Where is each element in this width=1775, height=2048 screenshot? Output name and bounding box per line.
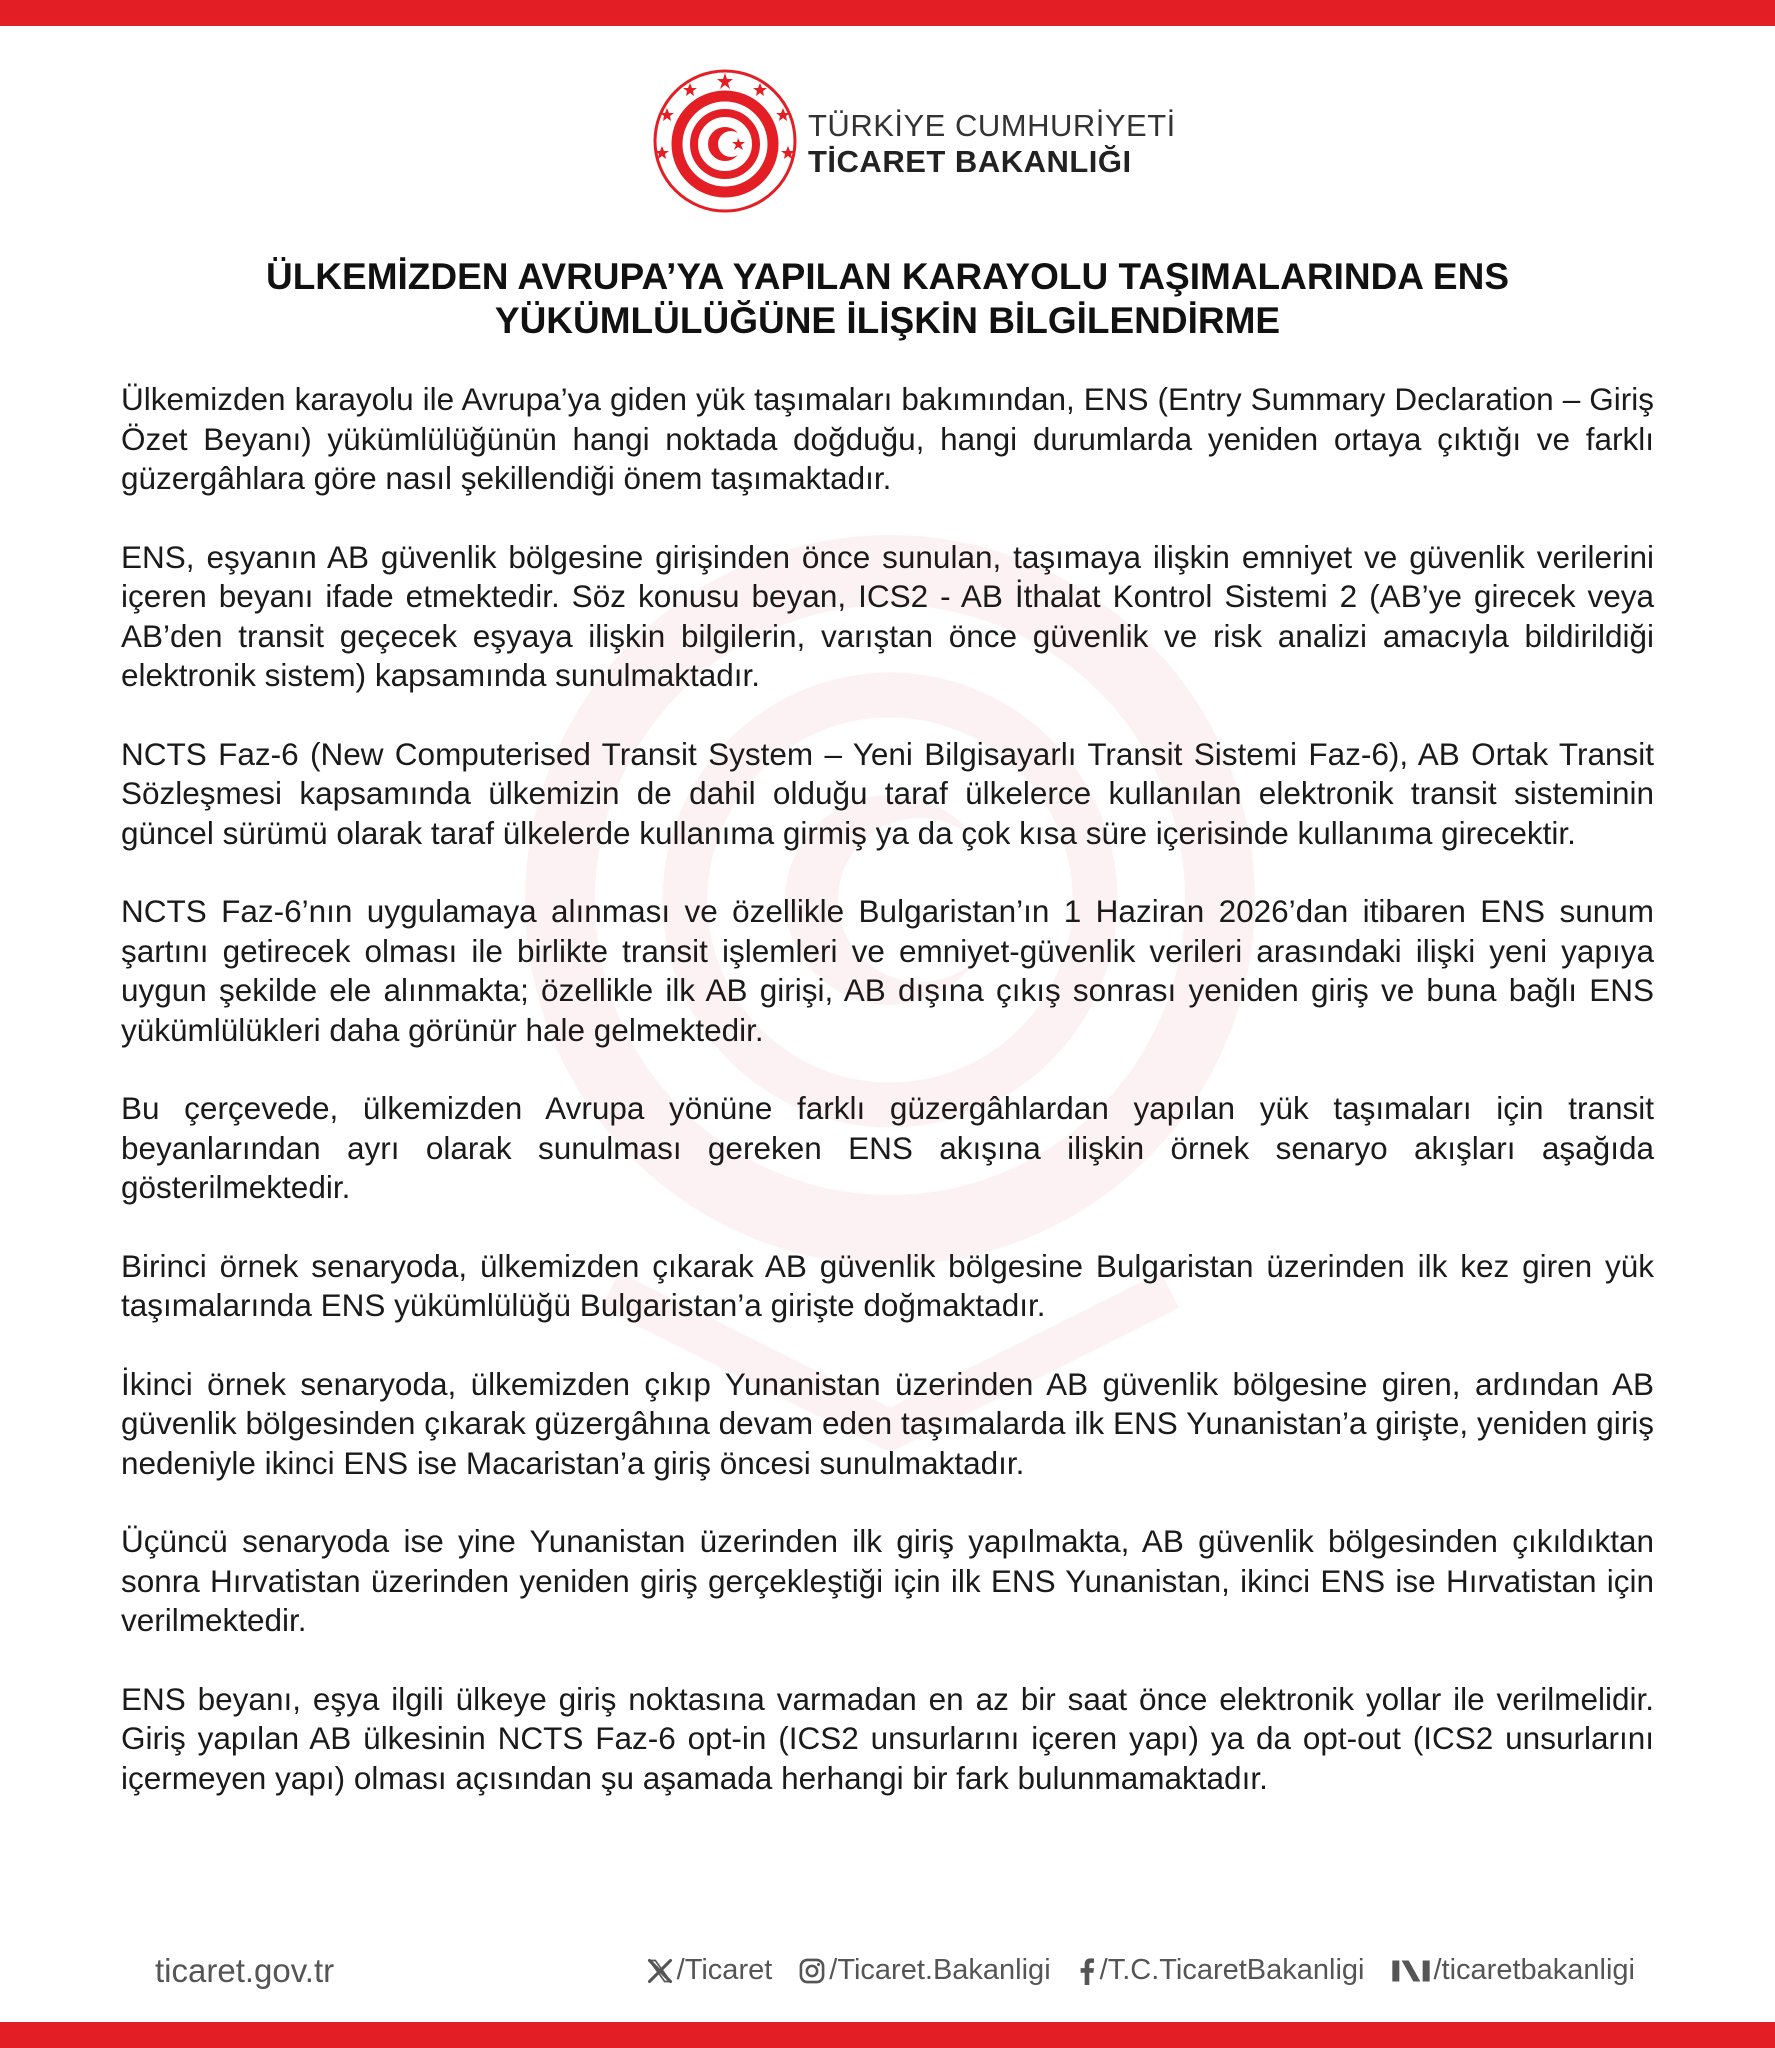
social-facebook-handle: /T.C.TicaretBakanligi	[1099, 1954, 1365, 1986]
social-facebook[interactable]	[1077, 1954, 1365, 1987]
title-line-1: ÜLKEMİZDEN AVRUPA’YA YAPILAN KARAYOLU TAŞIMALARINDA ENS	[265, 256, 1510, 297]
nsosyal-icon	[1391, 1957, 1431, 1985]
ministry-name	[808, 108, 1176, 180]
social-instagram[interactable]	[798, 1954, 1050, 1987]
social-links	[620, 1954, 1635, 1987]
ministry-emblem-icon	[652, 68, 798, 214]
title-line-2: YÜKÜMLÜLÜĞÜNE İLİŞKİN BİLGİLENDİRME	[494, 300, 1281, 341]
paragraph: Birinci örnek senaryoda, ülkemizden çıkarak AB güvenlik bölgesine Bulgaristan üzerinden ilk kez giren yük taşımalarında ENS yükümlülüğü Bulgaristan’a girişte doğmaktadır.	[121, 1247, 1654, 1323]
bottom-red-bar	[0, 2022, 1775, 2048]
paragraph: ENS, eşyanın AB güvenlik bölgesine girişinden önce sunulan, taşımaya ilişkin emniyet ve güvenlik verilerini içeren beyanı ifade etmektedir. Söz konusu beyan, ICS2 - AB İthalat Kontrol Sistemi 2 (AB’ye girecek veya AB’den transit geçecek eşyaya ilişkin bilgilerin, varıştan önce güvenlik ve risk analizi amacıyla bildirildiği elektronik sistem) kapsamında sunulmaktadır.	[121, 538, 1654, 693]
paragraph: NCTS Faz-6’nın uygulamaya alınması ve özellikle Bulgaristan’ın 1 Haziran 2026’dan itibaren ENS sunum şartını getirecek olması ile birlikte transit işlemleri ve emniyet-güvenlik verileri arasındaki ilişki yeni yapıya uygun şekilde ele alınmakta; özellikle ilk AB girişi, AB dışına çıkış sonrası yeniden giriş ve buna bağlı ENS yükümlülükleri daha görünür hale gelmektedir.	[121, 893, 1654, 1048]
paragraph: İkinci örnek senaryoda, ülkemizden çıkıp Yunanistan üzerinden AB güvenlik bölgesine giren, ardından AB güvenlik bölgesinden çıkarak güzergâhına devam eden taşımalarda ilk ENS Yunanistan’a girişte, yeniden giriş nedeniyle ikinci ENS ise Macaristan’a giriş öncesi sunulmaktadır.	[121, 1365, 1654, 1481]
paragraph: Ülkemizden karayolu ile Avrupa’ya giden yük taşımaları bakımından, ENS (Entry Summary Declaration – Giriş Özet Beyanı) yükümlülüğünün hangi noktada doğduğu, hangi durumlarda yeniden ortaya çıktığı ve farklı güzergâhlara göre nasıl şekillendiği önem taşımaktadır.	[121, 381, 1654, 496]
org-line2: TİCARET BAKANLIĞI	[808, 144, 1132, 179]
document-title	[120, 255, 1655, 343]
instagram-icon	[798, 1957, 826, 1985]
top-red-bar	[0, 0, 1775, 26]
document-body	[121, 380, 1654, 1837]
website-link[interactable]: ticaret.gov.tr	[155, 1952, 335, 1989]
social-nsosyal-handle: /ticaretbakanligi	[1433, 1954, 1635, 1986]
paragraph: Bu çerçevede, ülkemizden Avrupa yönüne farklı güzergâhlardan yapılan yük taşımaları için transit beyanlarından ayrı olarak sunulması gereken ENS akışına ilişkin örnek senaryo akışları aşağıda gösterilmektedir.	[121, 1090, 1654, 1205]
org-line1: TÜRKİYE CUMHURİYETİ	[808, 108, 1176, 143]
social-nsosyal[interactable]	[1391, 1954, 1636, 1987]
paragraph: NCTS Faz-6 (New Computerised Transit System – Yeni Bilgisayarlı Transit Sistemi Faz-6), AB Ortak Transit Sözleşmesi kapsamında ülkemizin de dahil olduğu taraf ülkelerce kullanılan elektronik transit sisteminin güncel sürümü olarak taraf ülkelerde kullanıma girmiş ya da çok kısa süre içerisinde kullanıma girecektir.	[121, 735, 1654, 851]
facebook-icon	[1077, 1957, 1097, 1985]
social-x-handle: /Ticaret	[676, 1954, 773, 1986]
footer	[155, 1948, 1635, 1998]
ministry-header	[0, 68, 1775, 218]
paragraph: ENS beyanı, eşya ilgili ülkeye giriş noktasına varmadan en az bir saat önce elektronik yollar ile verilmelidir. Giriş yapılan AB ülkesinin NCTS Faz-6 opt-in (ICS2 unsurlarını içeren yapı) ya da opt-out (ICS2 unsurlarını içermeyen yapı) olması açısından şu aşamada herhangi bir fark bulunmamaktadır.	[121, 1680, 1654, 1796]
paragraph: Üçüncü senaryoda ise yine Yunanistan üzerinden ilk giriş yapılmakta, AB güvenlik bölgesinden çıkıldıktan sonra Hırvatistan üzerinden yeniden giriş gerçekleştiği için ilk ENS Yunanistan, ikinci ENS ise Hırvatistan için verilmektedir.	[121, 1523, 1654, 1638]
social-x[interactable]	[646, 1954, 773, 1987]
x-icon	[646, 1957, 674, 1985]
social-instagram-handle: /Ticaret.Bakanligi	[829, 1954, 1051, 1986]
